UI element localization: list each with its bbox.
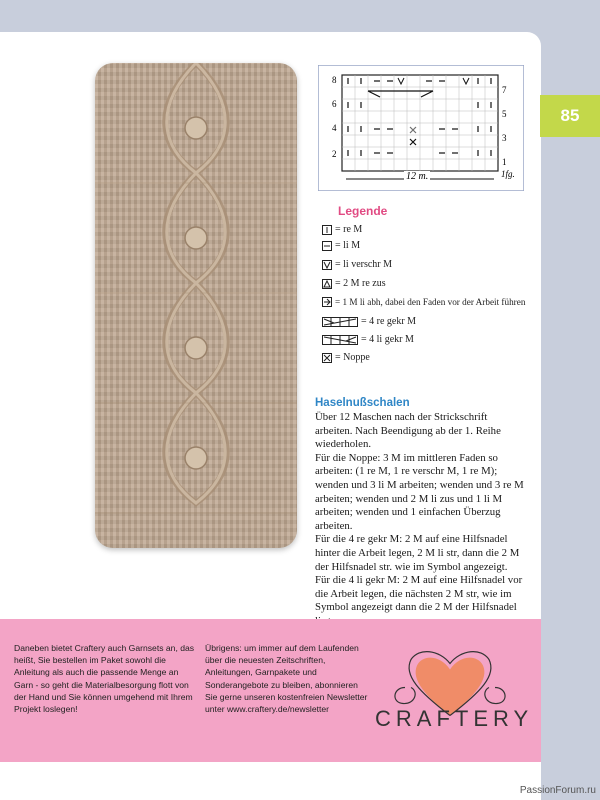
legend-item-text: = li M [335,240,361,251]
page-number: 85 [560,106,580,125]
legend-item [322,334,414,345]
legend-item-text: = re M [335,224,363,235]
pattern-instructions [315,411,525,629]
legend-item-text: = 4 re gekr M [361,316,417,327]
legend-item [322,224,362,235]
legend-item-text: = 1 M li abh, dabei den Faden vor der Arbeit führen [335,297,526,307]
chart-note: 1fg. [501,169,515,179]
legend-item [322,259,392,270]
twisted-purl-icon [322,260,332,270]
swatch-cable-pattern [95,63,297,548]
knit-swatch-photo [95,63,297,548]
chart-row-label-6: 6 [332,99,337,109]
legend-item-text: = li verschr M [335,259,393,270]
right-cable-icon [322,317,358,327]
chart-row-label-2: 2 [332,149,337,159]
legend-item [322,352,370,363]
instruction-paragraph: Über 12 Maschen nach der Strickschrift arbeiten. Nach Beendigung ab der 1. Reihe wiederholen. [315,411,501,451]
legend-item [322,240,360,251]
legend-item-text: = Noppe [335,352,370,363]
chart-row-label-3: 3 [502,133,507,143]
knitting-chart [318,65,524,191]
slip-stitch-icon [322,297,332,307]
site-watermark: PassionForum.ru [519,785,596,796]
chart-row-label-7: 7 [502,85,507,95]
chart-row-label-8: 8 [332,75,337,85]
legend-item-text: = 4 li gekr M [361,334,414,345]
instruction-paragraph: Für die Noppe: 3 M im mittleren Faden so arbeiten: (1 re M, 1 re verschr M, 1 re M); wenden und 3 li M arbeiten; wenden und 3 re M arbeiten; wenden und 2 M li zus und 1 li M arbeiten; wenden und 1 einfachen Überzug arbeiten. [315,451,524,532]
footer-middle-text: Übrigens: um immer auf dem Laufenden über die neuesten Zeitschriften, Anleitungen, Garnpakete und Sonderangebote zu bleiben, abonnieren Sie gerne unseren kostenfreien Newsletter unter www.craftery.de/newsletter [205,643,368,715]
purl-stitch-icon [322,241,332,251]
knit-two-together-icon [322,279,332,289]
legend-item [322,316,416,327]
instruction-paragraph: Für die 4 re gekr M: 2 M auf eine Hilfsnadel hinter die Arbeit legen, 2 M li str, dann die 2 M der Hilfsnadel str. wie im Symbol angezeigt. [315,533,520,573]
chart-row-label-4: 4 [332,123,337,133]
footer-left-text: Daneben bietet Craftery auch Garnsets an, das heißt, Sie bestellen im Paket sowohl die Anleitung als auch die passende Menge an Garn - so geht die Materialbesorgung flott von der Hand und Sie können umgehend mit Ihrem Projekt loslegen! [14,643,195,715]
instruction-paragraph: Für die 4 li gekr M: 2 M auf eine Hilfsnadel vor die Arbeit legen, die nächsten 2 M str, wie im Symbol angezeigt dann die 2 M der Hilfsnadel [315,574,523,614]
chart-row-label-1: 1 [502,157,507,167]
chart-width-label: 12 m. [406,171,429,182]
legend-item-text: = 2 M re zus [335,278,386,289]
bobble-icon [322,353,332,363]
chart-row-label-5: 5 [502,109,507,119]
legend-title: Legende [338,204,388,218]
craftery-brand: CRAFTERY [375,706,534,731]
legend-item [322,278,386,289]
legend-item [322,297,525,307]
page-number-tab [540,95,600,137]
pattern-title: Haselnußschalen [315,397,410,409]
left-cable-icon [322,335,358,345]
knit-stitch-icon [322,225,332,235]
